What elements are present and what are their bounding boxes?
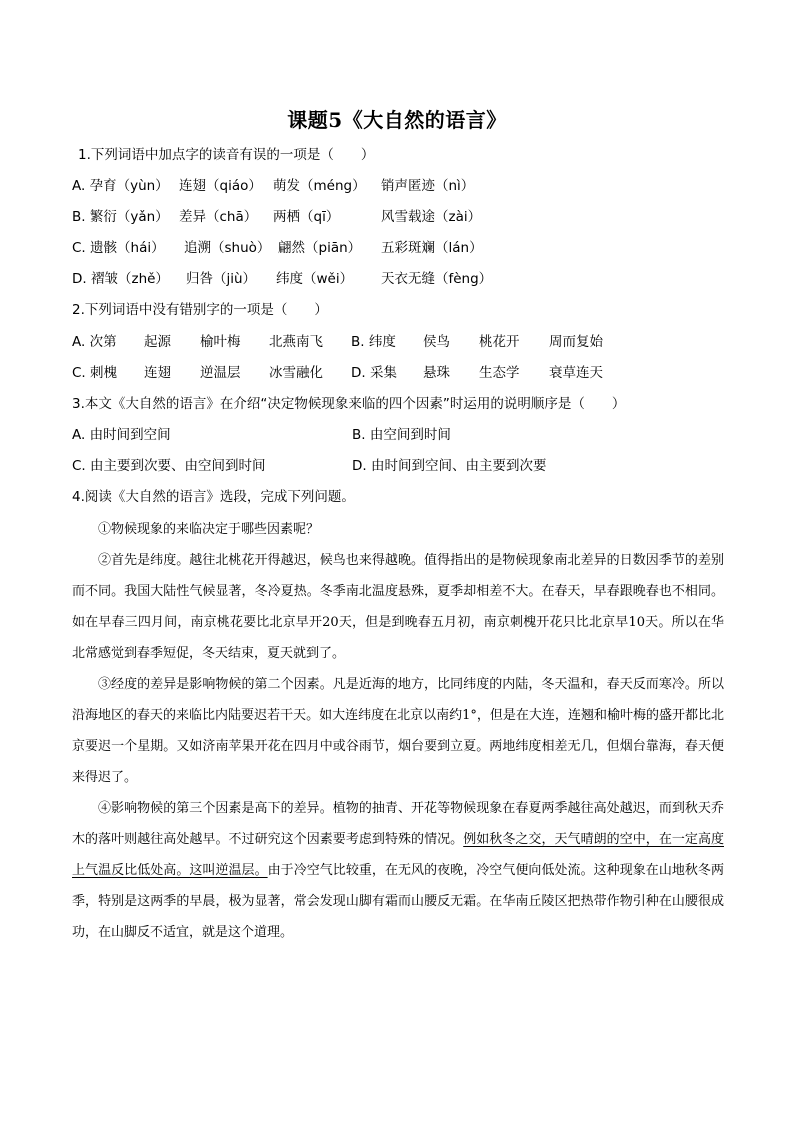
page-title: 课题5《大自然的语言》 xyxy=(287,108,507,132)
underlined-sentence: 例如秋冬之交，天气晴朗的空中，在一定高度上气温反比低处高。这叫逆温层。 xyxy=(72,832,724,878)
q2-options-ab: A. 次第 起源 榆叶梅 北燕南飞 B. 纬度 侯鸟 桃花开 周而复始 xyxy=(72,334,603,350)
q1-option-c: C. 遗骸（hái） 追溯（shuò） 翩然（piān） 五彩斑斓（lán） xyxy=(72,240,483,256)
q3-stem: 3.本文《大自然的语言》在介绍“决定物候现象来临的四个因素”时运用的说明顺序是（ ） xyxy=(72,396,626,412)
passage-paragraph-3: ③经度的差异是影响物候的第二个因素。凡是近海的地方，比同纬度的内陆，冬天温和，春天反而寒冷。所以沿海地区的春天的来临比内陆要迟若干天。如大连纬度在北京以南约1°，但是在大连，连翘和榆叶梅的盛开都比北京要迟一个星期。又如济南苹果开花在四月中或谷雨节，烟台要到立夏。两地纬度相差无几，但烟台靠海，春天便来得迟了。 xyxy=(72,677,724,785)
q2-options-cd: C. 刺槐 连翅 逆温层 冰雪融化 D. 采集 悬珠 生态学 衰草连天 xyxy=(72,365,603,381)
reading-passage xyxy=(72,514,724,948)
q4-stem: 4.阅读《大自然的语言》选段，完成下列问题。 xyxy=(72,489,355,505)
q3-options-ab: A. 由时间到空间 B. 由空间到时间 xyxy=(72,427,451,443)
passage-paragraph-1: ①物候现象的来临决定于哪些因素呢？ xyxy=(98,522,320,537)
q3-options-cd: C. 由主要到次要、由空间到时间 D. 由时间到空间、由主要到次要 xyxy=(72,458,547,474)
passage-paragraph-2: ②首先是纬度。越往北桃花开得越迟，候鸟也来得越晚。值得指出的是物候现象南北差异的日数因季节的差别而不同。我国大陆性气候显著，冬冷夏热。冬季南北温度悬殊，夏季却相差不大。在春天，早春跟晚春也不相同。如在早春三四月间，南京桃花要比北京早开20天，但是到晚春五月初，南京刺槐开花只比北京早10天。所以在华北常感觉到春季短促，冬天结束，夏天就到了。 xyxy=(72,553,724,661)
q1-option-b: B. 繁衍（yǎn） 差异（chā） 两栖（qī） 风雪载途（zài） xyxy=(72,209,482,225)
q2-stem: 2.下列词语中没有错别字的一项是（ ） xyxy=(72,302,328,318)
passage-paragraph-4: ④影响物候的第三个因素是高下的差异。植物的抽青、开花等物候现象在春夏两季越往高处越迟，而到秋天乔木的落叶则越往高处越早。不过研究这个因素要考虑到特殊的情况。例如秋冬之交，天气晴朗的空中，在一定高度上气温反比低处高。这叫逆温层。由于冷空气比较重，在无风的夜晚，冷空气便向低处流。这种现象在山地秋冬两季，特别是这两季的早晨，极为显著，常会发现山脚有霜而山腰反无霜。在华南丘陵区把热带作物引种在山腰很成功，在山脚反不适宜，就是这个道理。 xyxy=(72,801,724,940)
q1-option-a: A. 孕育（yùn） 连翅（qiáo） 萌发（méng） 销声匿迹（nì） xyxy=(72,178,475,194)
q1-option-d: D. 褶皱（zhě） 归咎（jiù） 纬度（wěi） 天衣无缝（fèng） xyxy=(72,271,493,287)
q1-stem: 1.下列词语中加点字的读音有误的一项是（ ） xyxy=(78,147,375,163)
